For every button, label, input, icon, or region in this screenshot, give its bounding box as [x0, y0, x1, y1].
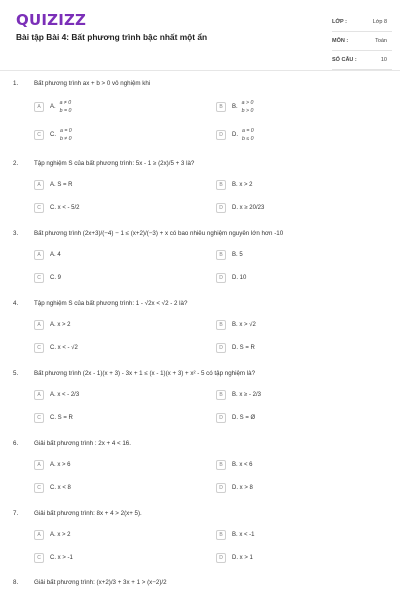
option-label: B. x ≥ - 2/3	[232, 392, 261, 398]
option-b[interactable]	[216, 319, 256, 331]
option-label: A. 4	[50, 252, 61, 258]
option-c[interactable]	[34, 272, 61, 284]
option-letter-box: A	[34, 460, 44, 470]
question-text: Bất phương trình ax + b > 0 vô nghiệm khi	[34, 80, 151, 87]
option-label: A. S = R	[50, 182, 73, 188]
option-letter-box: C	[34, 130, 44, 140]
option-label: D. S = Ø	[232, 415, 256, 421]
option-label: A. x > 2	[50, 322, 71, 328]
option-letter-box: D	[216, 273, 226, 283]
option-letter-box: C	[34, 413, 44, 423]
question-number: 3.	[13, 230, 19, 237]
option-b[interactable]	[216, 101, 253, 113]
system-line: a > 0	[241, 100, 254, 106]
option-c[interactable]	[34, 202, 80, 214]
option-letter-box: B	[216, 530, 226, 540]
meta-row-grade	[332, 13, 392, 32]
option-letter-box: B	[216, 102, 226, 112]
system-line: b > 0	[241, 108, 254, 114]
option-b[interactable]	[216, 179, 253, 191]
system-line: a = 0	[242, 128, 254, 134]
option-a[interactable]	[34, 459, 71, 471]
option-d[interactable]	[216, 272, 246, 284]
option-b[interactable]	[216, 529, 255, 541]
option-c[interactable]	[34, 342, 78, 354]
system-line: a = 0	[60, 128, 72, 134]
option-label: C. 9	[50, 275, 62, 281]
option-letter-box: B	[216, 250, 226, 260]
header-divider	[0, 70, 400, 71]
question-number: 4.	[13, 300, 19, 307]
option-letter-box: D	[216, 343, 226, 353]
option-label: D. x ≥ 20/23	[232, 205, 265, 211]
option-b[interactable]	[216, 459, 253, 471]
option-a[interactable]	[34, 101, 71, 113]
option-label: A. x > 6	[50, 462, 71, 468]
option-system	[60, 127, 72, 143]
option-b[interactable]	[216, 389, 261, 401]
option-letter-box: D	[216, 203, 226, 213]
quizizz-logo: QUIZIZZ	[16, 11, 87, 29]
worksheet-title: Bài tập Bài 4: Bất phương trình bậc nhất một ẩn	[16, 32, 208, 42]
system-line: b = 0	[59, 108, 72, 114]
question-text: Bất phương trình (2x - 1)(x + 3) - 3x + 1 ≤ (x - 1)(x + 3) + x² - 5 có tập nghiệm là?	[34, 370, 256, 377]
question-number: 2.	[13, 160, 19, 167]
system-line: b ≠ 0	[60, 136, 72, 142]
question-text: Tập nghiệm S của bất phương trình: 5x - 1 ≥ (2x)/5 + 3 là?	[34, 160, 195, 167]
meta-value: Toán	[375, 38, 387, 44]
option-letter-box: C	[34, 203, 44, 213]
meta-row-question-count	[332, 51, 392, 70]
question-text: Tập nghiệm S của bất phương trình: 1 - √2x < √2 - 2 là?	[34, 300, 188, 307]
question-number: 1.	[13, 80, 19, 87]
option-label: D. 10	[232, 275, 247, 281]
question-number: 8.	[13, 579, 19, 586]
option-letter-box: D	[216, 483, 226, 493]
option-d[interactable]	[216, 202, 264, 214]
option-letter-box: C	[34, 343, 44, 353]
option-label: A. x > 2	[50, 532, 71, 538]
option-c[interactable]	[34, 552, 73, 564]
option-label: B. x > √2	[232, 322, 256, 328]
option-letter-box: B	[216, 180, 226, 190]
option-label: C. x < - 5/2	[50, 205, 80, 211]
option-label: A.	[50, 104, 56, 110]
option-label: B. 5	[232, 252, 243, 258]
option-a[interactable]	[34, 389, 79, 401]
option-d[interactable]	[216, 342, 255, 354]
option-letter-box: A	[34, 320, 44, 330]
option-letter-box: B	[216, 460, 226, 470]
option-letter-box: C	[34, 483, 44, 493]
option-c[interactable]	[34, 129, 72, 141]
option-label: D. x > 1	[232, 555, 253, 561]
question-number: 7.	[13, 510, 19, 517]
option-a[interactable]	[34, 529, 71, 541]
option-letter-box: A	[34, 180, 44, 190]
option-d[interactable]	[216, 129, 254, 141]
option-b[interactable]	[216, 249, 243, 261]
system-line: b ≤ 0	[242, 136, 254, 142]
option-letter-box: B	[216, 320, 226, 330]
system-line: a ≠ 0	[59, 100, 72, 106]
option-label: C.	[50, 132, 56, 138]
option-label: D. S = R	[232, 345, 255, 351]
option-d[interactable]	[216, 552, 253, 564]
option-label: C. S = R	[50, 415, 73, 421]
meta-row-subject	[332, 32, 392, 51]
option-letter-box: C	[34, 273, 44, 283]
question-text: Giải bất phương trình: 8x + 4 > 2(x+ 5).	[34, 510, 142, 517]
option-label: C. x < 8	[50, 485, 71, 491]
option-a[interactable]	[34, 319, 71, 331]
option-label: B.	[232, 104, 238, 110]
option-letter-box: A	[34, 102, 44, 112]
option-letter-box: D	[216, 130, 226, 140]
option-a[interactable]	[34, 179, 73, 191]
option-letter-box: A	[34, 530, 44, 540]
meta-value: Lớp 8	[372, 19, 387, 25]
option-d[interactable]	[216, 412, 255, 424]
option-system	[60, 99, 72, 115]
question-text: Bất phương trình (2x+3)/(−4) − 1 ≤ (x+2)/(−3) + x có bao nhiêu nghiệm nguyên lớn hơn -10	[34, 230, 284, 237]
meta-label: MÔN :	[332, 38, 349, 44]
option-d[interactable]	[216, 482, 253, 494]
question-number: 5.	[13, 370, 19, 377]
option-letter-box: A	[34, 390, 44, 400]
option-letter-box: A	[34, 250, 44, 260]
option-label: D. x > 8	[232, 485, 253, 491]
meta-table	[332, 13, 392, 70]
option-letter-box: B	[216, 390, 226, 400]
option-label: B. x > 2	[232, 182, 253, 188]
option-label: C. x > -1	[50, 555, 73, 561]
option-label: C. x < - √2	[50, 345, 78, 351]
option-a[interactable]	[34, 249, 61, 261]
option-letter-box: D	[216, 553, 226, 563]
meta-label: SỐ CÂU :	[332, 57, 357, 63]
meta-label: LỚP :	[332, 19, 347, 25]
option-letter-box: C	[34, 553, 44, 563]
option-system	[242, 127, 254, 143]
question-text: Giải bất phương trình : 2x + 4 < 16.	[34, 440, 131, 447]
option-label: B. x < -1	[232, 532, 255, 538]
option-label: B. x < 6	[232, 462, 253, 468]
question-number: 6.	[13, 440, 19, 447]
question-text: Giải bất phương trình: (x+2)/3 + 3x + 1 > (x−2)/2	[34, 579, 167, 586]
option-label: A. x < - 2/3	[50, 392, 80, 398]
option-label: D.	[232, 132, 238, 138]
option-system	[242, 99, 254, 115]
option-c[interactable]	[34, 412, 73, 424]
option-c[interactable]	[34, 482, 71, 494]
option-letter-box: D	[216, 413, 226, 423]
meta-value: 10	[380, 57, 387, 63]
